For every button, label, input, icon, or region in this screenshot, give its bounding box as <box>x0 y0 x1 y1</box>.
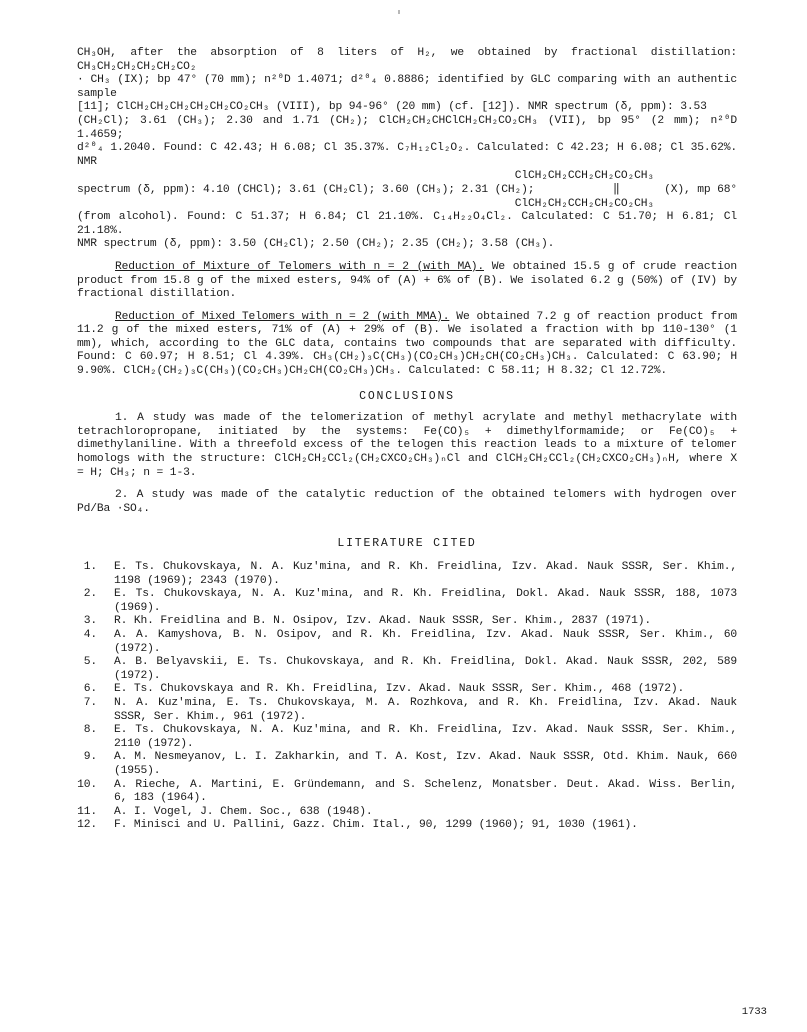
text-line: (from alcohol). Found: C 51.37; H 6.84; Cl 21.10%. C₁₄H₂₂O₄Cl₂. Calculated: C 51.70; H 6.81; Cl 21.18%. <box>77 211 737 237</box>
text-line: d²⁰₄ 1.2040. Found: C 42.43; H 6.08; Cl 35.37%. C₇H₁₂Cl₂O₂. Calculated: C 42.23; H 6.08; Cl 35.62%. NMR <box>77 142 737 168</box>
text-line: NMR spectrum (δ, ppm): 3.50 (CH₂Cl); 2.50 (CH₂); 2.35 (CH₂); 3.58 (CH₃). <box>77 238 555 251</box>
reference-number: 2. <box>83 588 97 601</box>
reference-number: 12. <box>77 819 97 832</box>
reference-text: A. A. Kamyshova, B. N. Osipov, and R. Kh. Freidlina, Izv. Akad. Nauk SSSR, Ser. Khim., 60 (1972). <box>114 628 737 655</box>
nmr-text: spectrum (δ, ppm): 4.10 (CHCl); 3.61 (CH₂Cl); 3.60 (CH₃); 2.31 (CH₂); <box>77 183 535 196</box>
text-line: (CH₂Cl); 3.61 (CH₃); 2.30 and 1.71 (CH₂); ClCH₂CH₂CHClCH₂CH₂CO₂CH₃ (VII), bp 95° (2 mm); n²⁰D 1.4659; <box>77 114 737 141</box>
reference-number: 3. <box>83 615 97 628</box>
reference-item <box>77 629 737 656</box>
structure-double-bond: ‖ <box>613 183 620 196</box>
reference-list <box>77 561 737 833</box>
reference-text: E. Ts. Chukovskaya, N. A. Kuz'mina, and R. Kh. Freidlina, Izv. Akad. Nauk SSSR, Ser. Khim., 1198 (1969); 2343 (1970). <box>114 561 737 587</box>
section-run-in-heading: Reduction of Mixed Telomers with n = 2 (with MMA). <box>115 310 450 323</box>
text-line: CH₃OH, after the absorption of 8 liters of H₂, we obtained by fractional distillation: CH₃CH₂CH₂CH₂CH₂CO₂ <box>77 47 737 73</box>
reference-item <box>77 819 737 833</box>
reference-text: A. Rieche, A. Martini, E. Gründemann, and S. Schelenz, Monatsber. Deut. Akad. Wiss. Berlin, 6, 183 (1964). <box>114 778 737 805</box>
reference-item <box>77 561 737 588</box>
compound-label: (X), mp 68° <box>664 183 737 196</box>
reference-item <box>77 656 737 683</box>
reference-number: 8. <box>83 724 97 737</box>
reference-number: 4. <box>83 628 97 641</box>
reference-text: N. A. Kuz'mina, E. Ts. Chukovskaya, M. A. Rozhkova, and R. Kh. Freidlina, Izv. Akad. Nauk SSSR, Ser. Khim., 961 (1972). <box>114 696 737 723</box>
reference-item <box>77 588 737 615</box>
reference-number: 6. <box>83 683 97 696</box>
reference-number: 7. <box>83 696 97 709</box>
reference-text: R. Kh. Freidlina and B. N. Osipov, Izv. Akad. Nauk SSSR, Ser. Khim., 2837 (1971). <box>114 615 651 628</box>
reference-number: 11. <box>77 805 97 818</box>
reference-text: E. Ts. Chukovskaya, N. A. Kuz'mina, and R. Kh. Freidlina, Izv. Akad. Nauk SSSR, Ser. Khim., 2110 (1972). <box>114 724 737 750</box>
reference-number: 9. <box>83 751 97 764</box>
reference-item <box>77 697 737 724</box>
reference-number: 10. <box>77 778 97 791</box>
reduction-ma-paragraph <box>77 261 737 302</box>
reference-item <box>77 724 737 751</box>
reference-item <box>77 615 737 629</box>
literature-heading: LITERATURE CITED <box>337 537 477 551</box>
structure-top: ClCH₂CH₂CCH₂CH₂CO₂CH₃ <box>514 170 654 183</box>
reference-text: E. Ts. Chukovskaya, N. A. Kuz'mina, and R. Kh. Freidlina, Dokl. Akad. Nauk SSSR, 188, 1073 (1969). <box>114 588 737 614</box>
reference-item <box>77 779 737 806</box>
reference-text: A. I. Vogel, J. Chem. Soc., 638 (1948). <box>114 805 373 818</box>
text-line: · CH₃ (IX); bp 47° (70 mm); n²⁰D 1.4071; d²⁰₄ 0.8886; identified by GLC comparing with an authentic sample <box>77 74 737 100</box>
reference-text: F. Minisci and U. Pallini, Gazz. Chim. Ital., 90, 1299 (1960); 91, 1030 (1961). <box>114 819 638 832</box>
scan-mark <box>398 10 400 14</box>
reference-text: A. B. Belyavskii, E. Ts. Chukovskaya, and R. Kh. Freidlina, Dokl. Akad. Nauk SSSR, 202, 589 (1972). <box>114 656 737 682</box>
reference-item <box>77 683 737 697</box>
reference-text: A. M. Nesmeyanov, L. I. Zakharkin, and T. A. Kost, Izv. Akad. Nauk SSSR, Otd. Khim. Nauk, 660 (1955). <box>114 751 737 777</box>
experimental-section <box>77 47 737 833</box>
conclusion-2: 2. A study was made of the catalytic reduction of the obtained telomers with hydrogen over Pd/Ba ·SO₄. <box>77 489 737 515</box>
section-run-in-heading: Reduction of Mixture of Telomers with n = 2 (with MA). <box>115 260 484 273</box>
reference-text: E. Ts. Chukovskaya and R. Kh. Freidlina, Izv. Akad. Nauk SSSR, Ser. Khim., 468 (1972). <box>114 683 685 696</box>
reference-number: 1. <box>83 561 97 573</box>
conclusions-heading: CONCLUSIONS <box>359 389 455 403</box>
text-line <box>77 184 737 198</box>
paragraph-body: We obtained 15.5 g of crude reaction product from 15.8 g of the mixed esters, 94% of (A) + 6% of (B). We isolated 6.2 g (50%) of (IV) by fractional distillation. <box>77 260 737 301</box>
reference-item <box>77 751 737 778</box>
text-line: [11]; ClCH₂CH₂CH₂CH₂CH₂CO₂CH₃ (VIII), bp 94-96° (20 mm) (cf. [12]). NMR spectrum (δ, ppm): 3.53 <box>77 101 707 114</box>
page-number: 1733 <box>741 1006 767 1018</box>
conclusion-1: 1. A study was made of the telomerization of methyl acrylate and methyl methacrylate with tetrachloropropane, initiated by the systems: Fe(CO)₅ + dimethylformamide; or Fe(CO)₅ + dimethylaniline. With a threefold excess of the telogen this reaction leads to a mixture of telomer homologs with the structure: ClCH₂CH₂CCl₂(CH₂CXCO₂CH₃)ₙCl and ClCH₂CH₂CCl₂(CH₂CXCO₂CH₃)ₙH, where X = H; CH₃; n = 1-3. <box>77 412 737 479</box>
reduction-mma-paragraph <box>77 311 737 379</box>
reference-number: 5. <box>83 656 97 669</box>
structure-bottom: ClCH₂CH₂CCH₂CH₂CO₂CH₃ <box>514 197 654 210</box>
paragraph-body: We obtained 7.2 g of reaction product from 11.2 g of the mixed esters, 71% of (A) + 29% of (B). We isolated a fraction with bp 110-130° (1 mm), which, according to the GLC data, contains two compounds that are separated with difficulty. Found: C 60.97; H 8.51; Cl 4.39%. CH₃(CH₂)₃C(CH₃)(CO₂CH₃)CH₂CH(CO₂CH₃)CH₃. Calculated: C 63.90; H 9.90%. ClCH₂(CH₂)₃C(CH₃)(CO₂CH₃)CH₂CH(CO₂CH₃)CH₃. Calculated: C 58.11; H 8.32; Cl 12.72%. <box>77 310 737 378</box>
reference-item <box>77 806 737 820</box>
